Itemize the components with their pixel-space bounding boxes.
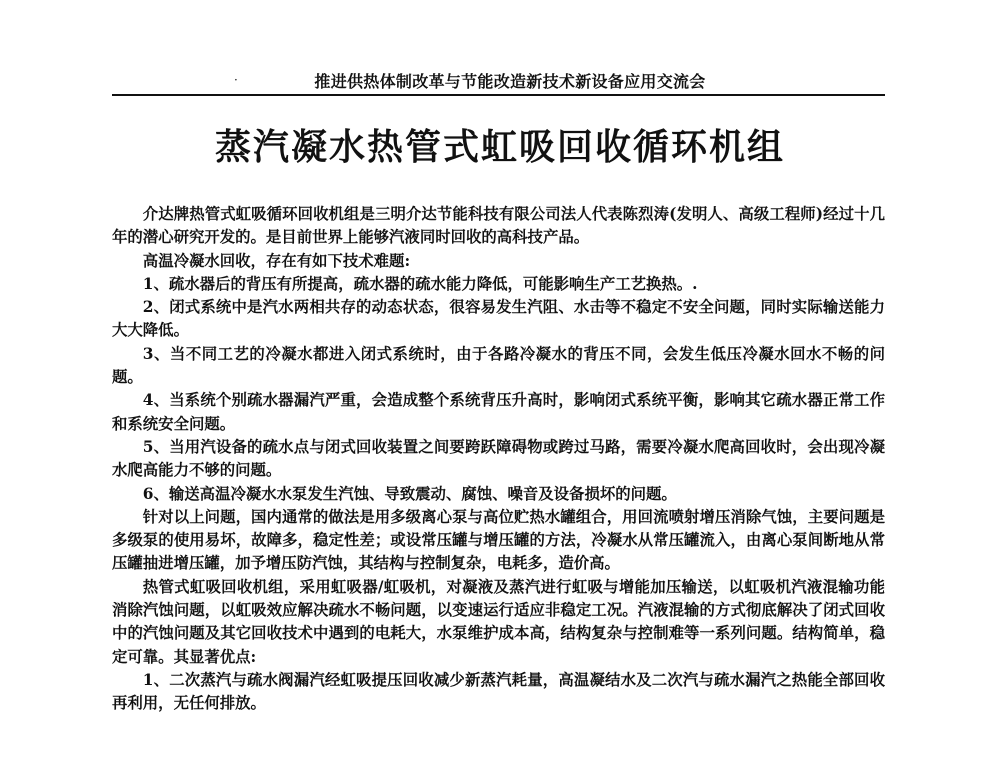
header-dot: · (234, 73, 238, 87)
article-title: 蒸汽凝水热管式虹吸回收循环机组 (214, 126, 785, 168)
header-rule (112, 94, 885, 96)
paragraph-problem-4: 4、当系统个别疏水器漏汽严重，会造成整个系统背压升高时，影响闭式系统平衡，影响其它疏水器正常工作和系统安全问题。 (112, 391, 885, 433)
paragraph-problem-6: 6、输送高温冷凝水水泵发生汽蚀、导致震动、腐蚀、噪音及设备损坏的问题。 (142, 484, 677, 503)
paragraph-problems-lead: 高温冷凝水回收，存在有如下技术难题: (142, 251, 411, 270)
paragraph-problem-1: 1、疏水器后的背压有所提高，疏水器的疏水能力降低，可能影响生产工艺换热。. (142, 274, 698, 293)
paragraph-problem-2: 2、闭式系统中是汽水两相共存的动态状态，很容易发生汽阻、水击等不稳定不安全问题，同时实际输送能力大大降低。 (112, 298, 885, 340)
paragraph-problem-5: 5、当用汽设备的疏水点与闭式回收装置之间要跨跃障碍物或跨过马路，需要冷凝水爬高回收时，会出现冷凝水爬高能力不够的问题。 (112, 437, 885, 480)
paragraph-advantage-1: 1、二次蒸汽与疏水阀漏汽经虹吸提压回收减少新蒸汽耗量，高温凝结水及二次汽与疏水漏汽之热能全部回收再利用，无任何排放。 (112, 670, 885, 713)
paragraph-problem-3: 3、当不同工艺的冷凝水都进入闭式系统时，由于各路冷凝水的背压不同，会发生低压冷凝水回水不畅的问题。 (112, 344, 885, 387)
paragraph-siphon-unit: 热管式虹吸回收机组，采用虹吸器/虹吸机，对凝液及蒸汽进行虹吸与增能加压输送，以虹吸机汽液混输功能消除汽蚀问题，以虹吸效应解决疏水不畅问题，以变速运行适应非稳定工况。汽液混输的方式彻底解决了闭式回收中的汽蚀问题及其它回收技术中遇到的电耗大，水泵维护成本高，结构复杂与控制难等一系列问题。结构简单，稳定可靠。其显著优点: (112, 577, 885, 666)
running-header: 推进供热体制改革与节能改造新技术新设备应用交流会 (314, 72, 706, 91)
article-body (112, 203, 885, 716)
paragraph-conventional-approach: 针对以上问题，国内通常的做法是用多级离心泵与高位贮热水罐组合，用回流喷射增压消除气蚀，主要问题是多级泵的使用易坏，故障多，稳定性差；或设常压罐与增压罐的方法，冷凝水从常压罐流入，由离心泵间断地从常压罐抽进增压罐，加予增压防汽蚀，其结构与控制复杂，电耗多，造价高。 (112, 507, 885, 573)
paragraph-intro: 介达牌热管式虹吸循环回收机组是三明介达节能科技有限公司法人代表陈烈涛(发明人、高级工程师)经过十几年的潜心研究开发的。是目前世界上能够汽液同时回收的高科技产品。 (112, 205, 885, 247)
